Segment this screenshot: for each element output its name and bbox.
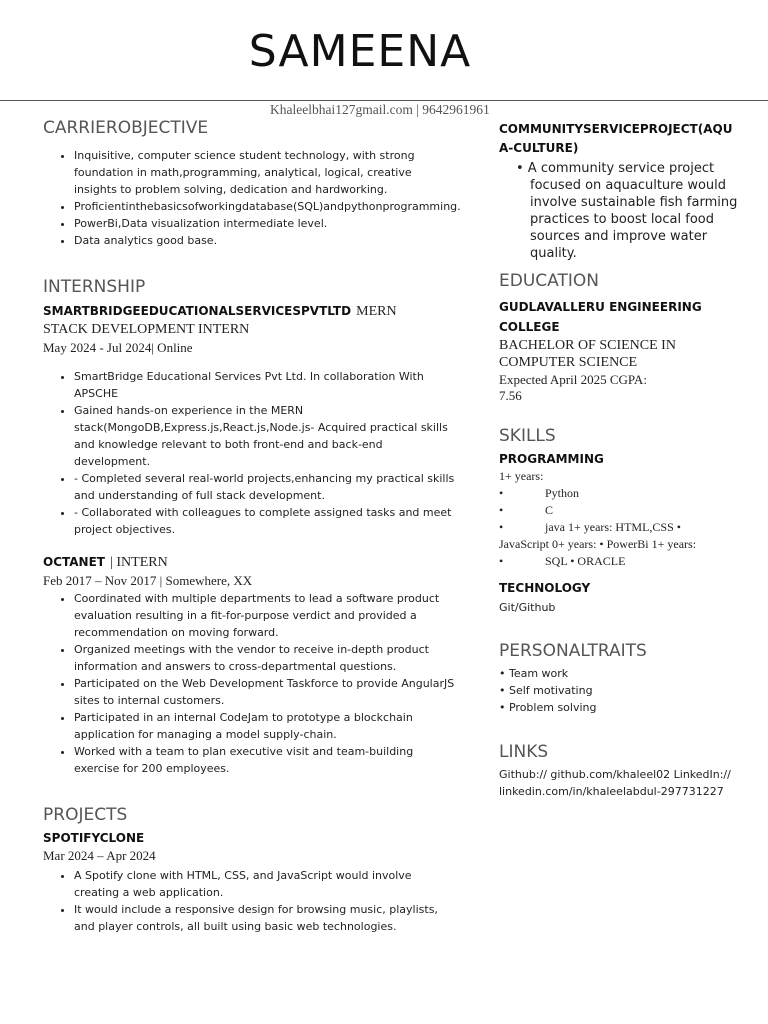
bullet: • (499, 486, 504, 500)
list-item: • - Collaborated with colleagues to complete assigned tasks and meet project objectives. (74, 504, 455, 538)
role-name: MERN (356, 304, 397, 319)
cgpa-value: 7.56 (499, 388, 522, 403)
list-item: • Participated on the Web Development Taskforce to provide AngularJS sites to internal customers. (74, 675, 455, 709)
list-item: • Problem solving (499, 701, 597, 714)
community-heading: COMMUNITYSERVICEPROJECT(AQU (499, 122, 733, 136)
objective-list (43, 147, 461, 249)
list-item: • Worked with a team to plan executive visit and team-building exercise for 200 employees. (74, 743, 455, 777)
project-title: SPOTIFYCLONE (43, 831, 145, 845)
skill-line (499, 519, 739, 536)
links-heading: LINKS (499, 742, 549, 762)
role-name-cont: STACK DEVELOPMENT INTERN (43, 322, 250, 337)
internship-heading: INTERNSHIP (43, 277, 146, 297)
project-dates: Mar 2024 – Apr 2024 (43, 848, 156, 863)
skill-line (499, 553, 739, 570)
expected-date: Expected April 2025 CGPA: (499, 372, 647, 387)
internship-2-dates: Feb 2017 – Nov 2017 | Somewhere, XX (43, 573, 253, 588)
projects-heading: PROJECTS (43, 805, 128, 825)
community-heading-cont: A-CULTURE) (499, 141, 579, 155)
list-item: • Participated in an internal CodeJam to prototype a blockchain application for managing a model supply-chain. (74, 709, 455, 743)
bullet: • (499, 520, 504, 534)
project-list (43, 867, 455, 935)
header-divider (0, 100, 768, 101)
list-item: • Team work (499, 667, 569, 680)
left-column (43, 118, 461, 935)
skill-line (499, 502, 739, 519)
list-item: • A Spotify clone with HTML, CSS, and JavaScript would involve creating a web application. (74, 867, 455, 901)
list-item: • PowerBi,Data visualization intermediate level. (74, 215, 455, 232)
list-item: • It would include a responsive design for browsing music, playlists, and player controls, all built using basic web technologies. (74, 901, 455, 935)
list-item: • Proficientinthebasicsofworkingdatabase(SQL)andpythonprogramming. (74, 198, 455, 215)
traits-heading: PERSONALTRAITS (499, 641, 647, 661)
education-heading: EDUCATION (499, 271, 599, 291)
skills-heading: SKILLS (499, 426, 556, 446)
internship-1-title (43, 301, 455, 321)
contact-line: Khaleelbhai127gmail.com | 9642961961 (270, 102, 490, 117)
technology-title: TECHNOLOGY (499, 581, 591, 595)
list-item: • Inquisitive, computer science student technology, with strong foundation in math,programming, analytical, logical, creative insights to problem solving, dedication and hardworking. (74, 147, 455, 198)
internship-1-dates: May 2024 - Jul 2024| Online (43, 340, 193, 355)
company-name: SMARTBRIDGEEDUCATIONALSERVICESPVTLTD (43, 304, 352, 318)
skill-line (499, 485, 739, 502)
list-item: • Self motivating (499, 684, 593, 697)
internship-2-title (43, 552, 455, 572)
programming-title: PROGRAMMING (499, 452, 604, 466)
bullet: • (499, 503, 504, 517)
skills-years: 1+ years: (499, 469, 544, 483)
internship-2-list (43, 590, 455, 777)
degree: BACHELOR OF SCIENCE IN (499, 338, 676, 353)
bullet: • (499, 554, 504, 568)
link-github[interactable]: Github:// github.com/khaleel02 LinkedIn:// (499, 768, 731, 781)
degree-cont: COMPUTER SCIENCE (499, 355, 638, 370)
candidate-name: SAMEENA (248, 26, 472, 77)
objective-heading: CARRIEROBJECTIVE (43, 118, 209, 138)
skill-c: C (545, 503, 554, 517)
community-text: • A community service project focused on aquaculture would involve sustainable fish farming practices to boost local food sources and improve water quality. (516, 161, 738, 261)
list-item: • - Completed several real-world projects,enhancing my practical skills and understanding of full stack development. (74, 470, 455, 504)
right-column (499, 120, 739, 800)
technology-value: Git/Github (499, 601, 556, 614)
list-item: • Organized meetings with the vendor to receive in-depth product information and answers to cross-departmental questions. (74, 641, 455, 675)
list-item: • Gained hands-on experience in the MERN stack(MongoDB,Express.js,React.js,Node.js- Acquired practical skills and knowledge relevant to both front-end and back-end development. (74, 402, 455, 470)
skill-js: JavaScript 0+ years: • PowerBi 1+ years: (499, 537, 697, 551)
list-item: • Data analytics good base. (74, 232, 455, 249)
school-name-cont: COLLEGE (499, 320, 560, 334)
role-name: | INTERN (110, 555, 168, 570)
skill-java: java 1+ years: HTML,CSS • (545, 520, 681, 534)
school-name: GUDLAVALLERU ENGINEERING (499, 300, 702, 314)
link-linkedin[interactable]: linkedin.com/in/khaleelabdul-297731227 (499, 785, 724, 798)
skill-sql: SQL • ORACLE (545, 554, 626, 568)
skill-python: Python (545, 486, 580, 500)
list-item: • Coordinated with multiple departments to lead a software product evaluation resulting in a fit-for-purpose verdict and provided a recommendation on moving forward. (74, 590, 455, 641)
company-name: OCTANET (43, 555, 105, 569)
list-item: • SmartBridge Educational Services Pvt Ltd. In collaboration With APSCHE (74, 368, 455, 402)
internship-1-list (43, 368, 455, 538)
